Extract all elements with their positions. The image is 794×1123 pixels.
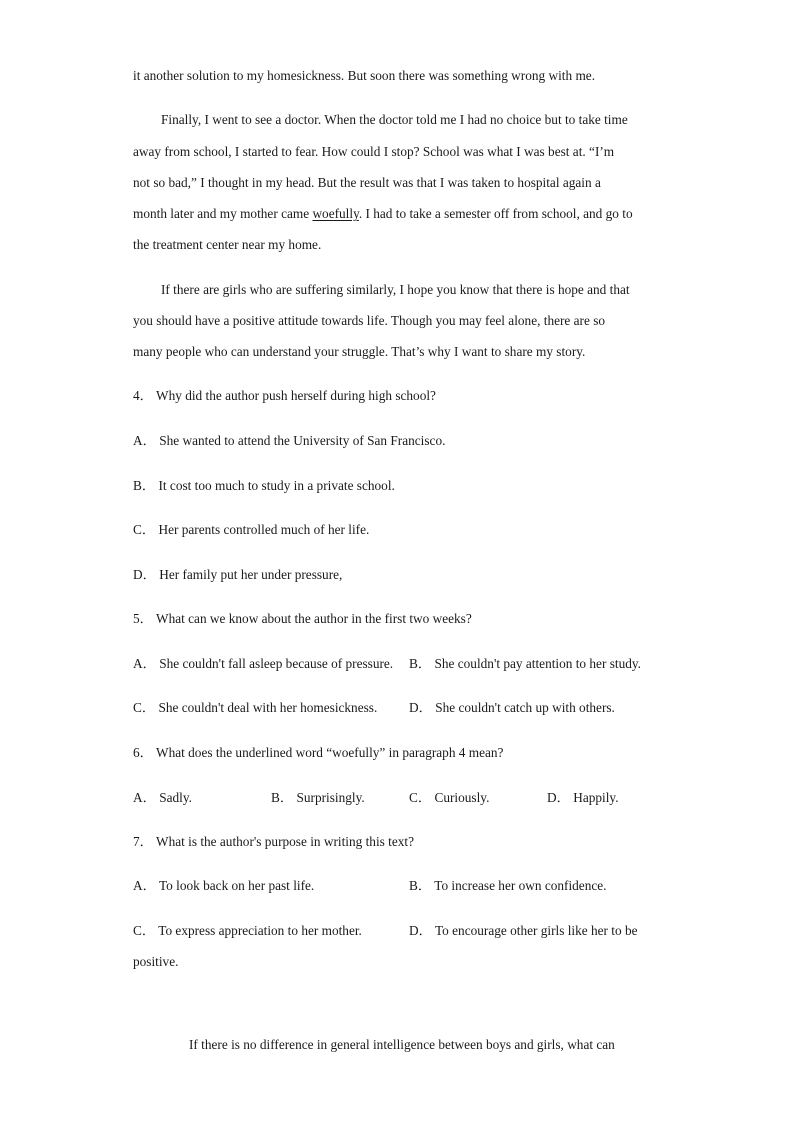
underlined-word-woefully: woefully — [312, 206, 359, 221]
question-5-stem: 5． What can we know about the author in the first two weeks? — [133, 611, 472, 626]
question-6-option-c: C． Curiously. — [409, 790, 490, 805]
next-passage-first-line: If there is no difference in general intelligence between boys and girls, what can — [189, 1037, 615, 1052]
question-6-stem: 6． What does the underlined word “woefully” in paragraph 4 mean? — [133, 745, 504, 760]
paragraph-5-line-2: you should have a positive attitude towards life. Though you may feel alone, there are so — [133, 313, 606, 328]
question-4-option-c: C． Her parents controlled much of her life. — [133, 522, 370, 537]
question-7-option-d-continued: positive. — [133, 954, 179, 969]
question-5-option-b: B． She couldn't pay attention to her study. — [409, 656, 641, 671]
passage-paragraph-3-end: it another solution to my homesickness. But soon there was something wrong with me. — [133, 68, 596, 83]
question-6-option-d: D． Happily. — [547, 790, 619, 805]
line-4-post: . I had to take a semester off from school, and go to — [358, 206, 633, 221]
question-4-option-a: A． She wanted to attend the University of San Francisco. — [133, 433, 446, 448]
question-5-option-c: C． She couldn't deal with her homesickness. — [133, 700, 378, 715]
question-4-stem: 4． Why did the author push herself during high school? — [133, 388, 436, 403]
paragraph-4-line-2: away from school, I started to fear. How could I stop? School was what I was best at. “I’m — [133, 144, 615, 159]
question-7-option-a: A． To look back on her past life. — [133, 878, 315, 893]
question-7-stem: 7． What is the author's purpose in writing this text? — [133, 834, 414, 849]
paragraph-5-line-1: If there are girls who are suffering similarly, I hope you know that there is hope and that — [161, 282, 630, 297]
paragraph-4-line-3: not so bad,” I thought in my head. But the result was that I was taken to hospital again a — [133, 175, 601, 190]
line-4-pre: month later and my mother came — [133, 206, 313, 221]
question-5-option-a: A． She couldn't fall asleep because of pressure. — [133, 656, 394, 671]
question-6-option-b: B． Surprisingly. — [271, 790, 365, 805]
question-6-option-a: A． Sadly. — [133, 790, 192, 805]
question-7-option-c: C． To express appreciation to her mother. — [133, 923, 362, 938]
question-7-option-b: B． To increase her own confidence. — [409, 878, 607, 893]
paragraph-4-line-4 — [133, 205, 633, 223]
paragraph-4-line-5: the treatment center near my home. — [133, 237, 322, 252]
question-7-option-d: D． To encourage other girls like her to be — [409, 923, 638, 938]
paragraph-5-line-3: many people who can understand your struggle. That’s why I want to share my story. — [133, 344, 586, 359]
question-4-option-d: D． Her family put her under pressure, — [133, 567, 343, 582]
question-4-option-b: B． It cost too much to study in a private school. — [133, 478, 395, 493]
question-5-option-d: D． She couldn't catch up with others. — [409, 700, 615, 715]
paragraph-4-line-1: Finally, I went to see a doctor. When the doctor told me I had no choice but to take time — [161, 112, 628, 127]
